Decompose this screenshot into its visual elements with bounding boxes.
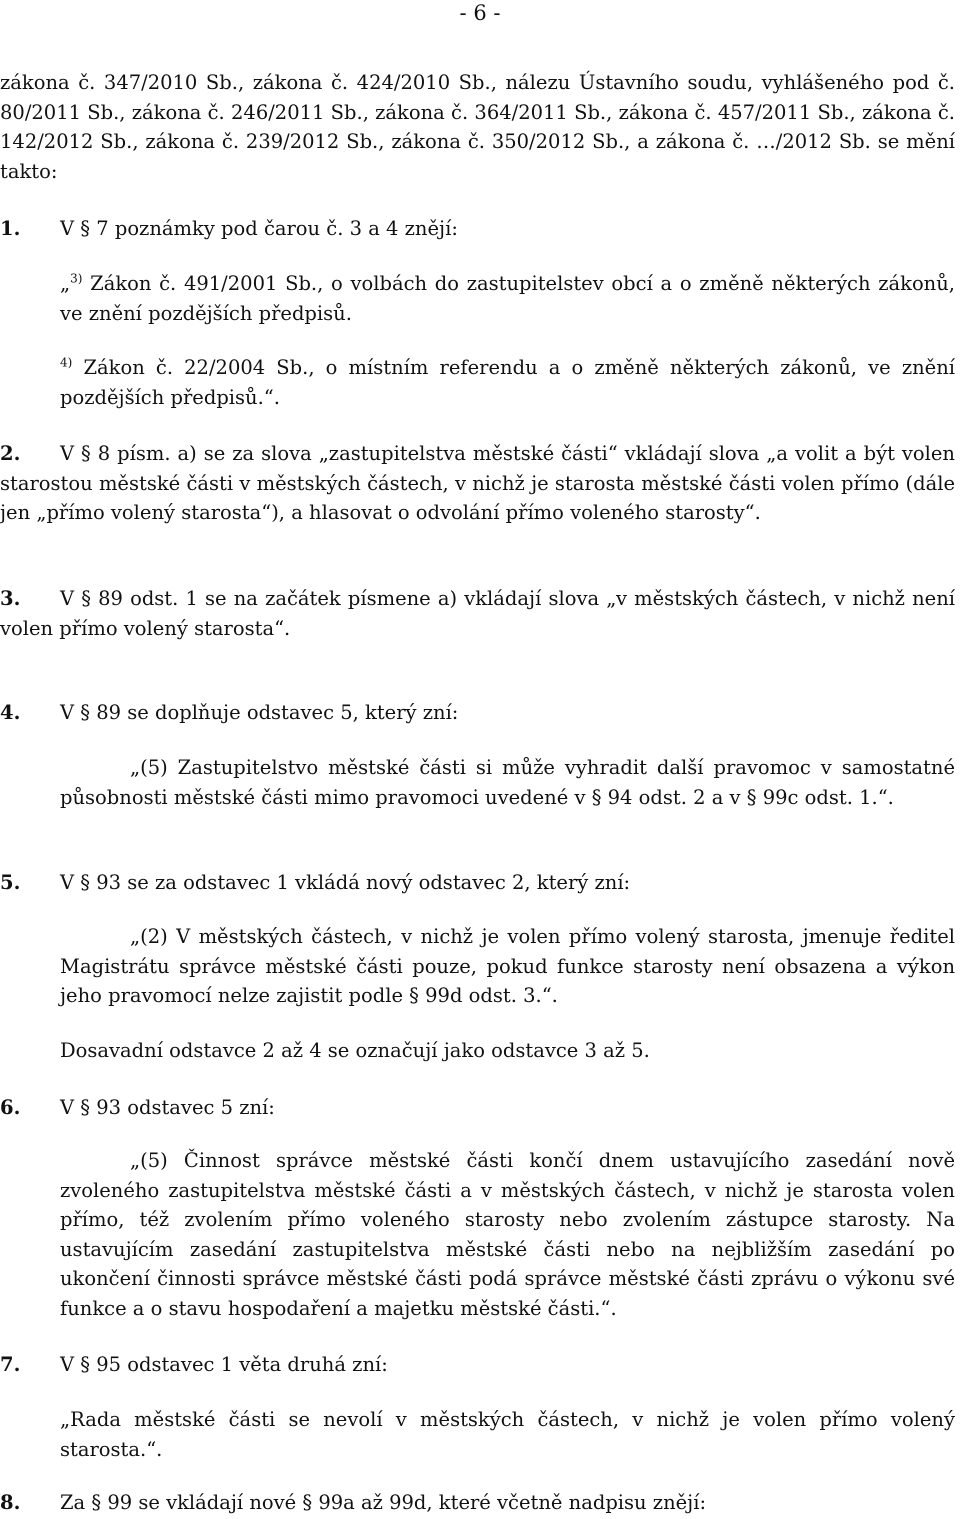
item-text: V § 89 odst. 1 se na začátek písmene a) vkládají slova „v městských částech, v nichž není volen přímo volený starosta“.	[0, 587, 955, 640]
footnote-mark: 4)	[60, 355, 73, 370]
item-3	[0, 584, 955, 643]
item-7	[0, 1350, 955, 1380]
item-5	[0, 868, 955, 898]
item-text: V § 8 písm. a) se za slova „zastupitelstva městské části“ vkládají slova „a volit a být volen starostou městské části v městských částech, v nichž je starosta městské části volen přímo (dále jen „přímo volený starosta“), a hlasovat o odvolání přímo voleného starosty“.	[0, 442, 955, 524]
footnote-4	[60, 353, 955, 412]
item-number: 2.	[0, 442, 21, 465]
item-text: V § 93 se za odstavec 1 vkládá nový odstavec 2, který zní:	[60, 871, 631, 894]
item-number: 8.	[0, 1491, 21, 1514]
note-item-5: Dosavadní odstavce 2 až 4 se označují jako odstavce 3 až 5.	[60, 1039, 650, 1062]
item-text: V § 89 se doplňuje odstavec 5, který zní:	[60, 701, 459, 724]
item-text: Za § 99 se vkládají nové § 99a až 99d, které včetně nadpisu znějí:	[60, 1491, 707, 1514]
quote-item-4: „(5) Zastupitelstvo městské části si může vyhradit další pravomoc v samostatné působnosti městské části mimo pravomoci uvedené v § 94 odst. 2 a v § 99c odst. 1.“.	[60, 756, 955, 809]
item-number: 1.	[0, 217, 21, 240]
footnote-text: Zákon č. 491/2001 Sb., o volbách do zastupitelstev obcí a o změně některých zákonů, ve znění pozdějších předpisů.	[60, 272, 955, 325]
quote-item-7: „Rada městské části se nevolí v městských částech, v nichž je volen přímo volený starosta.“.	[60, 1408, 955, 1461]
intro-paragraph: zákona č. 347/2010 Sb., zákona č. 424/2010 Sb., nálezu Ústavního soudu, vyhlášeného pod č. 80/2011 Sb., zákona č. 246/2011 Sb., zákona č. 364/2011 Sb., zákona č. 457/2011 Sb., zákona č. 142/2012 Sb., zákona č. 239/2012 Sb., zákona č. 350/2012 Sb., a zákona č. …/2012 Sb. se mění takto:	[0, 71, 955, 183]
item-1	[0, 214, 955, 244]
item-4	[0, 698, 955, 728]
item-2	[0, 439, 955, 528]
item-text: V § 7 poznámky pod čarou č. 3 a 4 znějí:	[60, 217, 458, 240]
item-text: V § 95 odstavec 1 věta druhá zní:	[60, 1353, 388, 1376]
quote-item-5: „(2) V městských částech, v nichž je volen přímo volený starosta, jmenuje ředitel Magistrátu správce městské části pouze, pokud funkce starosty není obsazena a výkon jeho pravomocí nelze zajistit podle § 99d odst. 3.“.	[60, 925, 955, 1007]
page-number: - 6 -	[459, 1, 501, 25]
item-8	[0, 1488, 955, 1518]
item-text: V § 93 odstavec 5 zní:	[60, 1096, 275, 1119]
footnote-text: Zákon č. 22/2004 Sb., o místním referendu a o změně některých zákonů, ve znění pozdějších předpisů.“.	[60, 356, 955, 409]
footnote-mark: 3)	[70, 271, 83, 286]
item-number: 7.	[0, 1353, 21, 1376]
item-number: 6.	[0, 1096, 21, 1119]
quote-item-6: „(5) Činnost správce městské části končí dnem ustavujícího zasedání nově zvoleného zastupitelstva městské části a v městských částech, v nichž je starosta volen přímo, též zvolením přímo voleného starosty nebo zvolením zástupce starosty. Na ustavujícím zasedání zastupitelstva městské části nebo na nejbližším zasedání po ukončení činnosti správce městské části podá správce městské části zprávu o výkonu své funkce a o stavu hospodaření a majetku městské části.“.	[60, 1149, 955, 1320]
item-number: 4.	[0, 701, 21, 724]
item-number: 5.	[0, 871, 21, 894]
footnote-3: „$^{3)}$ Zákon č. 491/2001 Sb., o volbách do zastupitelstev obcí a o změně některých zákonů, ve znění pozdějších předpisů.	[60, 271, 955, 325]
item-6	[0, 1093, 955, 1123]
item-number: 3.	[0, 587, 21, 610]
